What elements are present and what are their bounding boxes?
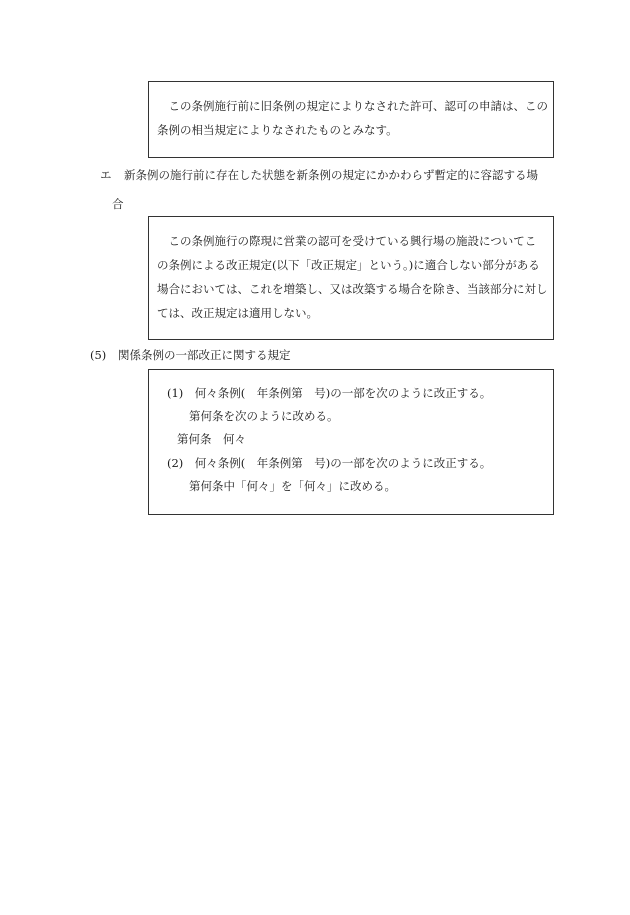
box1-line-1: この条例施行前に旧条例の規定によりなされた許可、認可の申請は、この — [168, 99, 548, 113]
provision-box-2 — [148, 216, 554, 340]
box3-line-3: 第何条 何々 — [177, 432, 246, 446]
box2-line-1: この条例施行の際現に営業の認可を受けている興行場の施設についてこ — [168, 234, 537, 248]
item-e-marker: エ — [100, 168, 112, 182]
provision-box-3 — [148, 369, 554, 515]
box1-line-2: 条例の相当規定によりなされたものとみなす。 — [157, 123, 398, 137]
box3-line-5: 第何条中「何々」を「何々」に改める。 — [189, 479, 396, 493]
box3-line-1: (1) 何々条例( 年条例第 号)の一部を次のように改正する。 — [167, 386, 492, 400]
section-5-marker: (5) — [90, 348, 107, 362]
item-e-text-line-2: 合 — [112, 197, 124, 211]
item-e-text-line-1: 新条例の施行前に存在した状態を新条例の規定にかかわらず暫定的に容認する場 — [124, 168, 538, 182]
box3-line-4: (2) 何々条例( 年条例第 号)の一部を次のように改正する。 — [167, 456, 492, 470]
provision-box-1 — [148, 81, 554, 158]
box3-line-2: 第何条を次のように改める。 — [189, 409, 339, 423]
section-5-title: 関係条例の一部改正に関する規定 — [118, 348, 291, 362]
box2-line-3: 場合においては、これを増築し、又は改築する場合を除き、当該部分に対し — [157, 282, 548, 296]
box2-line-4: ては、改正規定は適用しない。 — [157, 306, 318, 320]
box2-line-2: の条例による改正規定(以下「改正規定」という。)に適合しない部分がある — [157, 258, 540, 272]
